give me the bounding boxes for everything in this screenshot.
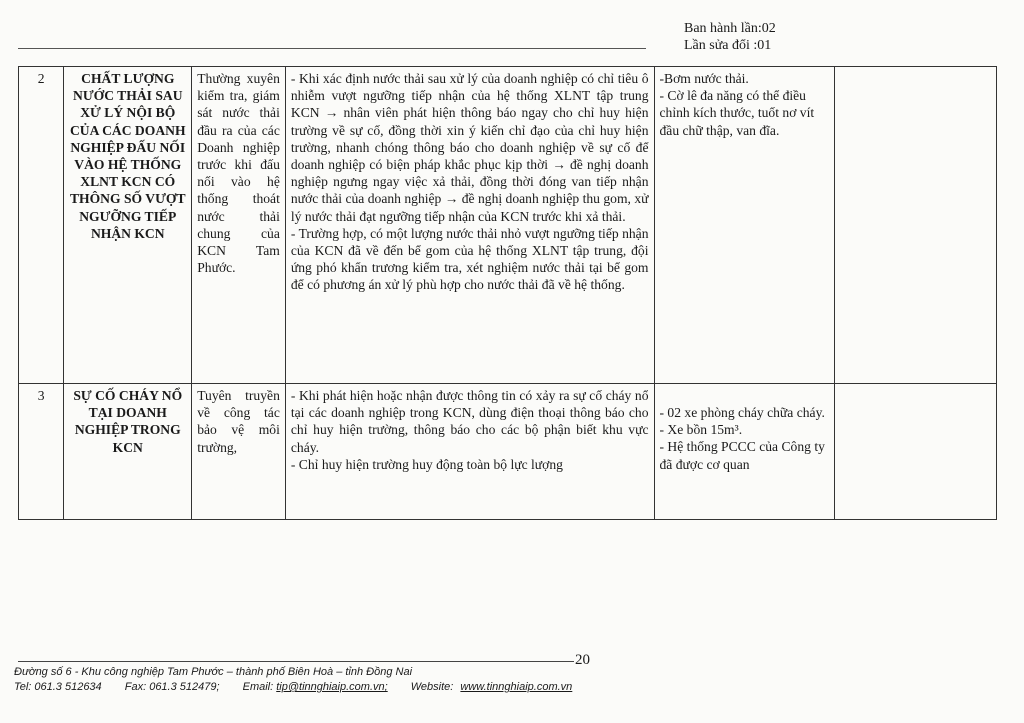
response-table [18, 66, 997, 520]
equipment-item: -Bơm nước thải. [659, 71, 749, 86]
row-number: 2 [19, 67, 64, 384]
revision-info [684, 20, 776, 54]
prevention-text: Tuyên truyền về công tác bảo vệ môi trường, [192, 384, 286, 520]
response-actions [285, 384, 654, 520]
revision-number: Lần sửa đổi :01 [684, 38, 772, 53]
footer-website-label: Website: [410, 681, 454, 693]
action-paragraph: - Chỉ huy hiện trường huy động toàn bộ lực lượng [290, 456, 563, 472]
table-row [19, 67, 997, 384]
footer-address: Đường số 6 - Khu công nghiệp Tam Phước – thành phố Biên Hoà – tỉnh Đồng Nai [14, 666, 413, 678]
footer-email-label: Email: [242, 681, 274, 693]
footer-fax: Fax: 061.3 512479; [124, 681, 220, 693]
equipment-item: - Xe bồn 15m³. [659, 422, 743, 438]
incident-title: SỰ CỐ CHÁY NỔ TẠI DOANH NGHIỆP TRONG KCN [64, 384, 192, 520]
page-number: 20 [575, 652, 590, 668]
response-actions [285, 67, 654, 384]
footer-website-link[interactable]: www.tinnghiaip.com.vn [460, 681, 573, 693]
header-divider [18, 48, 646, 49]
action-paragraph: - Khi xác định nước thải sau xử lý của doanh nghiệp có chỉ tiêu ô nhiễm vượt ngưỡng tiếp nhận của hệ thống XLNT tập trung KCN → nhân viên phát hiện thông báo ngay cho chỉ huy hiện trường về sự cố, đồng thời xin ý kiến chỉ đạo của chỉ huy hiện trường, nhanh chóng thông báo cho doanh nghiệp về sự cố để doanh nghiệp có biện pháp khắc phục kịp thời → đề nghị doanh nghiệp ngưng ngay việc xả thải, đồng thời đóng van tiếp nhận nước thải của doanh nghiệp → đề nghị doanh nghiệp thu gom, xử lý nước thải đạt ngưỡng tiếp nhận của KCN trước khi xả thải. [290, 71, 649, 224]
equipment-item: - Cờ lê đa năng có thể điều chỉnh kích thước, tuốt nơ vít đầu chữ thập, van đĩa. [659, 88, 815, 138]
footer-divider [18, 661, 574, 662]
issue-number: Ban hành lần:02 [684, 21, 776, 36]
equipment-item: - 02 xe phòng cháy chữa cháy. [659, 405, 825, 420]
footer-tel: Tel: 061.3 512634 [14, 681, 102, 693]
action-paragraph: - Trường hợp, có một lượng nước thải nhỏ vượt ngưỡng tiếp nhận của KCN đã về đến bể gom của hệ thống XLNT tập trung, đội ứng phó khẩn trương kiểm tra, xét nghiệm nước thải tại bể gom để có phương án xử lý phù hợp cho nước thải đã về hệ thống. [290, 225, 649, 293]
incident-title: CHẤT LƯỢNG NƯỚC THẢI SAU XỬ LÝ NỘI BỘ CỦA CÁC DOANH NGHIỆP ĐẤU NỐI VÀO HỆ THỐNG XLNT KCN CÓ THÔNG SỐ VƯỢT NGƯỠNG TIẾP NHẬN KCN [64, 67, 192, 384]
equipment-list [654, 67, 834, 384]
footer-contacts [14, 681, 592, 693]
action-paragraph: - Khi phát hiện hoặc nhận được thông tin có xảy ra sự cố cháy nổ tại các doanh nghiệp trong KCN, dùng điện thoại thông báo cho chỉ huy hiện trường, thông báo cho các bộ phận biết khu vực cháy. [290, 388, 649, 455]
equipment-list [654, 384, 834, 520]
table-row [19, 384, 997, 520]
empty-cell [834, 384, 996, 520]
prevention-text: Thường xuyên kiểm tra, giám sát nước thải đầu ra của các Doanh nghiệp trước khi đấu nối vào hệ thống thoát nước thải chung của KCN Tam Phước. [192, 67, 286, 384]
empty-cell [834, 67, 996, 384]
footer-email-link[interactable]: tip@tinnghiaip.com.vn; [276, 681, 388, 693]
row-number: 3 [19, 384, 64, 520]
equipment-item: - Hệ thống PCCC của Công ty đã được cơ quan [659, 439, 825, 472]
